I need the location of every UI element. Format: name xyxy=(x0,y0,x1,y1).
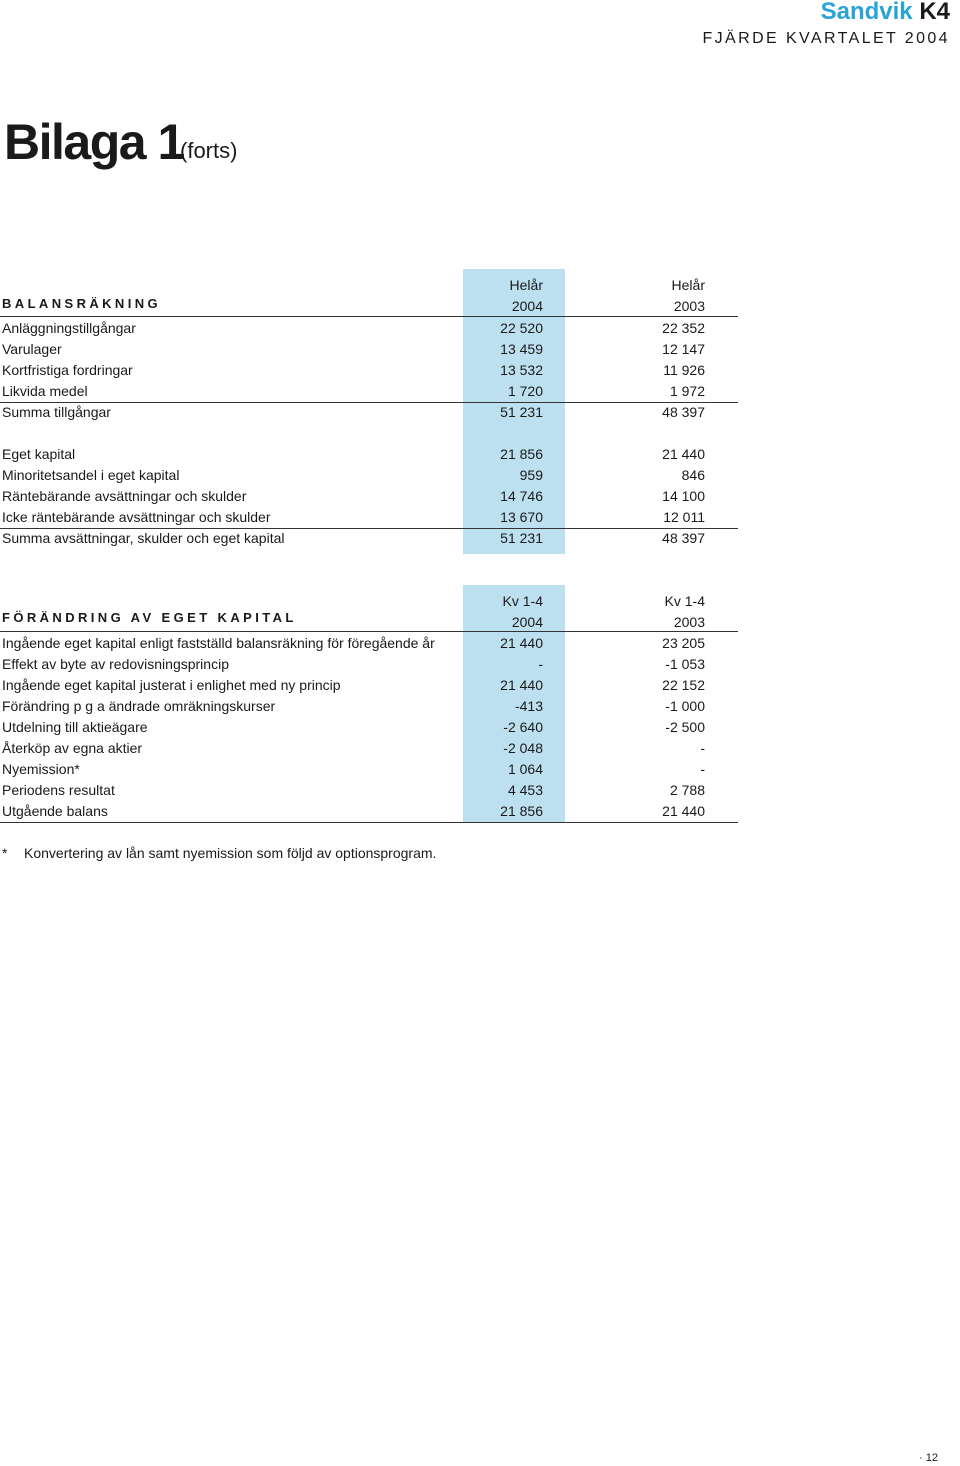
balance-col2-label: Helår xyxy=(671,277,705,293)
equity-col2-label: Kv 1-4 xyxy=(664,593,705,609)
page-title-suffix: (forts) xyxy=(180,138,238,163)
brand-logo: Sandvik K4 xyxy=(820,0,950,25)
table-row: Minoritetsandel i eget kapital 959 846 xyxy=(2,467,705,483)
table-row: Återköp av egna aktier -2 048 - xyxy=(2,740,705,756)
table-row-total: Summa tillgångar 51 231 48 397 xyxy=(2,404,705,420)
balance-col1-year: 2004 xyxy=(511,298,543,314)
footnote-marker: * xyxy=(2,845,8,861)
table-row: Ingående eget kapital enligt fastställd balansräkning för föregående år 21 440 23 205 xyxy=(2,635,705,651)
divider xyxy=(0,822,738,823)
table-row: Icke räntebärande avsättningar och skulder 13 670 12 011 xyxy=(2,509,705,525)
table-row: Nyemission* 1 064 - xyxy=(2,761,705,777)
table-row: Utdelning till aktieägare -2 640 -2 500 xyxy=(2,719,705,735)
page-title: Bilaga 1 xyxy=(4,114,184,170)
table-row: Utgående balans 21 856 21 440 xyxy=(2,803,705,819)
divider xyxy=(0,631,738,632)
table-row: Likvida medel 1 720 1 972 xyxy=(2,383,705,399)
table-row: Kortfristiga fordringar 13 532 11 926 xyxy=(2,362,705,378)
table-row: Räntebärande avsättningar och skulder 14 746 14 100 xyxy=(2,488,705,504)
equity-rows xyxy=(0,633,738,822)
balance-title: BALANSRÄKNING xyxy=(2,296,162,311)
equity-col1-label: Kv 1-4 xyxy=(502,593,543,609)
divider xyxy=(0,316,738,317)
footnote xyxy=(2,845,436,861)
equity-title: FÖRÄNDRING AV EGET KAPITAL xyxy=(2,610,297,625)
footnote-text: Konvertering av lån samt nyemission som följd av optionsprogram. xyxy=(24,845,437,861)
equity-col2-year: 2003 xyxy=(673,614,705,630)
table-row-total: Summa avsättningar, skulder och eget kapital 51 231 48 397 xyxy=(2,530,705,546)
report-header xyxy=(702,0,950,49)
table-row: Effekt av byte av redovisningsprincip - -1 053 xyxy=(2,656,705,672)
balance-liabilities-total xyxy=(0,528,738,549)
table-row: Förändring p g a ändrade omräkningskurser -413 -1 000 xyxy=(2,698,705,714)
equity-col1-year: 2004 xyxy=(511,614,543,630)
table-row: Anläggningstillgångar 22 520 22 352 xyxy=(2,320,705,336)
balance-assets xyxy=(0,318,738,402)
balance-assets-total xyxy=(0,402,738,423)
page-number: · 12 xyxy=(919,1452,938,1464)
table-row: Ingående eget kapital justerat i enlighet med ny princip 21 440 22 152 xyxy=(2,677,705,693)
table-row: Periodens resultat 4 453 2 788 xyxy=(2,782,705,798)
balance-col2-year: 2003 xyxy=(673,298,705,314)
table-row: Varulager 13 459 12 147 xyxy=(2,341,705,357)
report-period: FJÄRDE KVARTALET 2004 xyxy=(702,30,950,47)
balance-col1-label: Helår xyxy=(509,277,543,293)
balance-liabilities xyxy=(0,444,738,528)
table-row: Eget kapital 21 856 21 440 xyxy=(2,446,705,462)
